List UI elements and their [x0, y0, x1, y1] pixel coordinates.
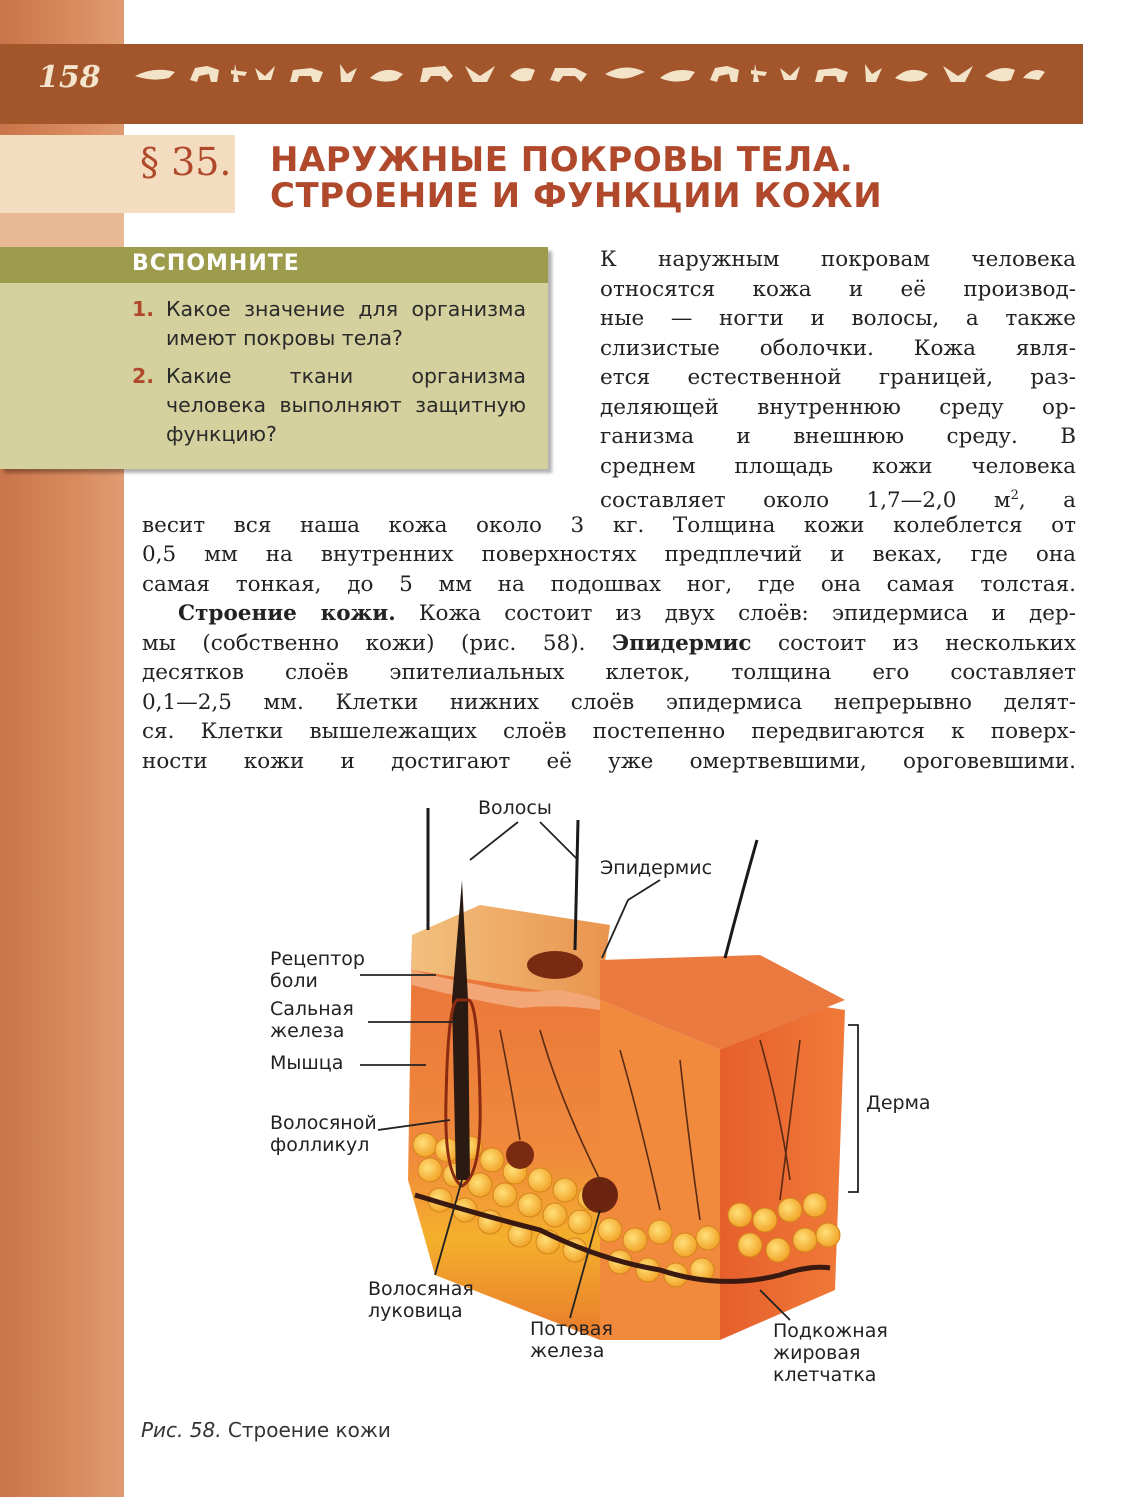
- question-number: 1.: [132, 297, 155, 321]
- label-line: луковица: [368, 1300, 463, 1322]
- structure-text: Кожа состоит из двух слоёв: эпидермиса и дер-: [395, 601, 1076, 626]
- label-dermis: Дерма: [866, 1092, 931, 1114]
- label-line: жировая: [773, 1342, 861, 1364]
- label-hair: Волосы: [478, 797, 552, 819]
- body-line: десятков слоёв эпителиальных клеток, толщина его составляет: [142, 660, 1076, 685]
- label-line: Сальная: [270, 998, 354, 1020]
- pore: [527, 951, 583, 979]
- label-hair-follicle: [270, 1112, 377, 1156]
- body-line: К наружным покровам человека: [600, 247, 1076, 272]
- body-line: слизистые оболочки. Кожа явля-: [600, 335, 1076, 361]
- body-line: ности кожи и достигают её уже омертвевшими, ороговевшими.: [142, 748, 1076, 774]
- figure-caption: [141, 1418, 391, 1442]
- area-superscript: 2: [1010, 488, 1019, 503]
- hair-strand: [725, 840, 757, 958]
- area-text-end: , а: [1018, 488, 1076, 514]
- body-line: 0,5 мм на внутренних поверхностях предплечий и веках, где она: [142, 542, 1076, 567]
- label-pain-receptor: [270, 948, 365, 992]
- question-number: 2.: [132, 364, 155, 388]
- caption-text: Строение кожи: [221, 1418, 391, 1442]
- body-line: самая тонкая, до 5 мм на подошвах ног, где она самая толстая.: [142, 571, 1076, 597]
- skin-inner-face: [600, 1000, 720, 1340]
- label-line: железа: [270, 1020, 345, 1042]
- body-line: среднем площадь кожи человека: [600, 453, 1076, 479]
- body-line: относятся кожа и её производ-: [600, 276, 1076, 302]
- page-number: 158: [38, 60, 101, 95]
- label-line: Потовая: [530, 1318, 613, 1340]
- label-subcutaneous-fat: [773, 1320, 888, 1386]
- label-muscle: Мышца: [270, 1052, 344, 1074]
- sweat-gland: [582, 1177, 618, 1213]
- body-line: ные — ногти и волосы, а также: [600, 306, 1076, 331]
- label-line: Волосяной: [270, 1112, 377, 1134]
- label-line: боли: [270, 970, 318, 992]
- label-hair-bulb: [368, 1278, 474, 1322]
- label-line: Волосяная: [368, 1278, 474, 1300]
- title-line-1: НАРУЖНЫЕ ПОКРОВЫ ТЕЛА.: [270, 140, 854, 180]
- body-line: деляющей внутреннюю среду ор-: [600, 394, 1076, 420]
- question-text: Какие ткани организма человека выполняют защитную функцию?: [166, 364, 526, 446]
- structure-text: мы (собственно кожи) (рис. 58).: [142, 630, 612, 656]
- label-line: фолликул: [270, 1134, 370, 1156]
- structure-text: состоит из нескольких: [751, 630, 1076, 656]
- section-number: § 35.: [140, 140, 232, 184]
- body-line: весит вся наша кожа около 3 кг. Толщина кожи колеблется от: [142, 512, 1076, 538]
- body-line: ется естественной границей, раз-: [600, 365, 1076, 390]
- question-text: Какое значение для организма имеют покровы тела?: [166, 297, 526, 350]
- body-line: 0,1—2,5 мм. Клетки нижних слоёв эпидермиса непрерывно делят-: [142, 689, 1076, 715]
- label-line: Подкожная: [773, 1320, 888, 1342]
- structure-heading: Строение кожи.: [178, 601, 396, 626]
- caption-prefix: Рис. 58.: [141, 1418, 222, 1442]
- label-epidermis: Эпидермис: [600, 857, 713, 879]
- body-line: ганизма и внешнюю среду. В: [600, 424, 1076, 449]
- body-line: ся. Клетки вышележащих слоёв постепенно передвигаются к поверх-: [142, 719, 1076, 744]
- label-line: клетчатка: [773, 1364, 877, 1386]
- label-sebaceous-gland: [270, 998, 354, 1042]
- sweat-gland: [506, 1141, 534, 1169]
- area-text: составляет около 1,7—2,0 м: [600, 488, 1011, 514]
- title-line-2: СТРОЕНИЕ И ФУНКЦИИ КОЖИ: [270, 176, 883, 216]
- recall-heading: ВСПОМНИТЕ: [132, 251, 300, 276]
- label-line: железа: [530, 1340, 605, 1362]
- label-sweat-gland: [530, 1318, 613, 1362]
- label-line: Рецептор: [270, 948, 365, 970]
- epidermis-term: Эпидермис: [611, 630, 752, 656]
